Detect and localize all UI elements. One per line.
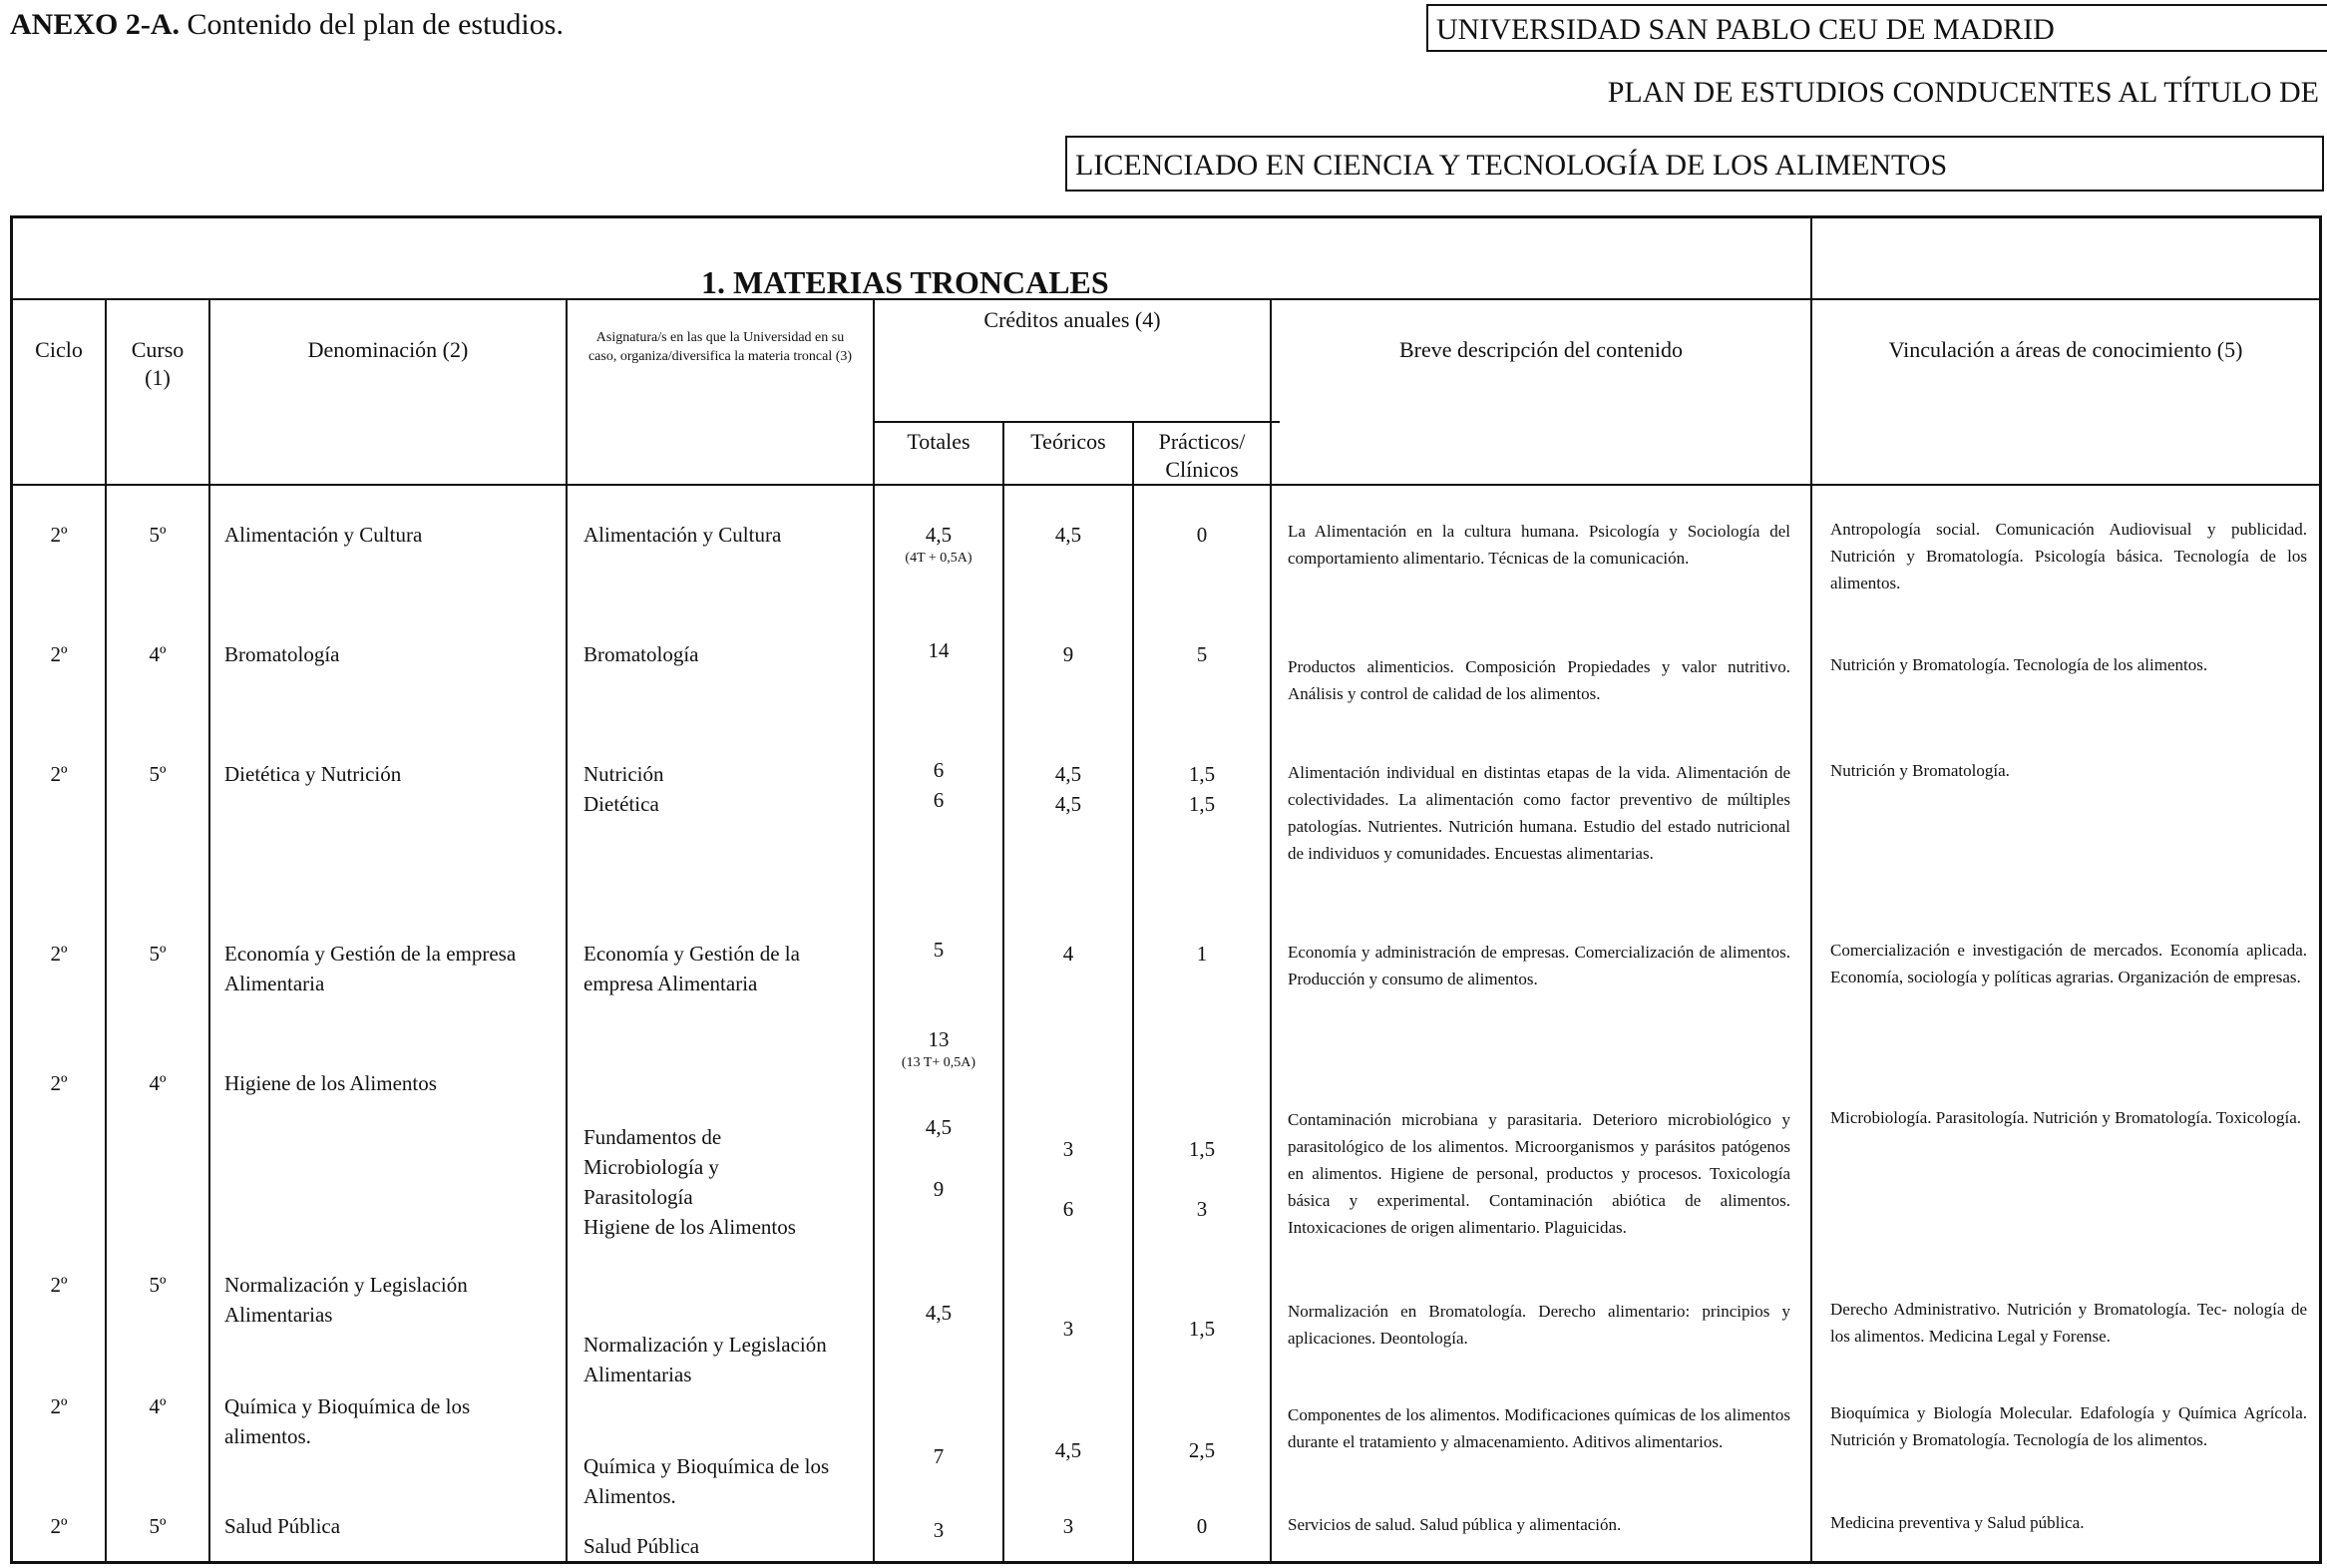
totales-note: (4T + 0,5A) — [905, 551, 972, 566]
col-denominacion: Denominación (2) — [307, 337, 469, 362]
curso-cell: 5º — [149, 1273, 167, 1297]
section-title: 1. MATERIAS TRONCALES — [701, 264, 1109, 300]
practicos-cell: 3 — [1196, 1197, 1208, 1221]
denominacion-cell: Higiene de los Alimentos — [224, 1071, 437, 1095]
practicos-cell: 1,5 — [1188, 762, 1216, 786]
totales-cell: 6 — [933, 758, 945, 782]
practicos-cell: 0 — [1196, 1514, 1208, 1538]
vinculacion-cell: Medicina preventiva y Salud pública. — [1830, 1513, 2085, 1532]
vinculacion-cell: Nutrición y Bromatología. Tecnología de los alimentos. — [1830, 655, 2208, 674]
descripcion-cell: Productos alimenticios. Composición Propiedades y valor nutritivo. Análisis y control de calidad de los alimentos. — [1288, 657, 1790, 703]
ciclo-cell: 2º — [50, 762, 68, 786]
descripcion-cell: Normalización en Bromatología. Derecho alimentario: principios y aplicaciones. Deontología. — [1288, 1302, 1790, 1348]
descripcion-cell: Contaminación microbiana y parasitaria. Deterioro microbiológico y parasitológico de los alimentos. Microorganismos y parásitos patógenos en alimentos. Higiene de personal, productos y procesos. Toxicología básica y experimental. Contaminación abiótica de alimentos. Intoxicaciones de origen alimentario. Plaguicidas. — [1288, 1110, 1790, 1237]
col-divider-creditos — [873, 298, 875, 1561]
totales-cell: 14 — [928, 638, 950, 662]
vinculacion-cell: Comercialización e investigación de mercados. Economía aplicada. Economía, sociología y políticas agrarias. Organización de empresas. — [1830, 941, 2307, 986]
denominacion-cell: Economía y Gestión de la empresa Alimentaria — [224, 942, 517, 995]
university-box: UNIVERSIDAD SAN PABLO CEU DE MADRID — [1426, 4, 2327, 52]
ciclo-cell: 2º — [50, 942, 68, 966]
asignatura-cell: Higiene de los Alimentos — [583, 1215, 796, 1239]
totales-cell: 4,5 — [925, 1301, 953, 1325]
practicos-cell: 2,5 — [1188, 1438, 1216, 1462]
ciclo-cell: 2º — [50, 642, 68, 666]
teoricos-cell: 9 — [1062, 642, 1074, 666]
descripcion-cell: Alimentación individual en distintas etapas de la vida. Alimentación de colectividades. La alimentación como factor preventivo de múltiples patologías. Nutrientes. Nutrición humana. Estudio del estado nutricional de individuos y comunidades. Encuestas alimentarias. — [1288, 763, 1790, 863]
totales-cell: 4,5 — [925, 1115, 953, 1139]
curso-cell: 5º — [149, 1514, 167, 1538]
annex-label: ANEXO 2-A. — [10, 8, 180, 41]
vinculacion-cell: Microbiología. Parasitología. Nutrición y Bromatología. Toxicología. — [1830, 1108, 2302, 1127]
col-creditos: Créditos anuales (4) — [983, 307, 1161, 332]
teoricos-cell: 4,5 — [1054, 762, 1082, 786]
ciclo-cell: 2º — [50, 1514, 68, 1538]
col-divider-practicos — [1132, 421, 1134, 1561]
ciclo-cell: 2º — [50, 1273, 68, 1297]
asignatura-cell: Normalización y Legislación Alimentarias — [583, 1333, 827, 1386]
col-asignatura: Asignatura/s en las que la Universidad en su caso, organiza/diversifica la materia troncal (3) — [587, 330, 853, 364]
practicos-cell: 5 — [1196, 642, 1208, 666]
descripcion-cell: Servicios de salud. Salud pública y alimentación. — [1288, 1515, 1622, 1534]
teoricos-cell: 4,5 — [1054, 1438, 1082, 1462]
credits-subheader-divider — [873, 421, 1280, 423]
denominacion-cell: Química y Bioquímica de los alimentos. — [224, 1394, 471, 1448]
asignatura-cell: Química y Bioquímica de los Alimentos. — [583, 1454, 830, 1508]
col-teoricos: Teóricos — [1030, 429, 1106, 454]
totales-cell: 7 — [933, 1444, 945, 1468]
curso-cell: 4º — [149, 642, 167, 666]
body-divider — [13, 484, 2319, 486]
asignatura-cell: Salud Pública — [583, 1534, 700, 1558]
col-divider-denominacion — [208, 298, 210, 1561]
practicos-cell: 1,5 — [1188, 1317, 1216, 1341]
col-divider-asignatura — [566, 298, 568, 1561]
plan-title: PLAN DE ESTUDIOS CONDUCENTES AL TÍTULO DE — [1607, 76, 2319, 109]
practicos-cell: 1 — [1196, 942, 1208, 966]
vinculacion-cell: Derecho Administrativo. Nutrición y Bromatología. Tec- nología de los alimentos. Medicina Legal y Forense. — [1830, 1300, 2307, 1346]
col-totales: Totales — [907, 429, 970, 454]
descripcion-cell: Economía y administración de empresas. Comercialización de alimentos. Producción y consumo de alimentos. — [1288, 943, 1790, 988]
col-divider-teoricos — [1002, 421, 1004, 1561]
col-divider-curso — [105, 298, 107, 1561]
practicos-cell: 0 — [1196, 523, 1208, 547]
asignatura-cell: Bromatología — [583, 642, 699, 666]
teoricos-cell: 4,5 — [1054, 523, 1082, 547]
annex-text: Contenido del plan de estudios. — [187, 8, 564, 41]
teoricos-cell: 3 — [1062, 1137, 1074, 1161]
totales-cell: 4,5 — [925, 523, 953, 547]
asignatura-cell: Economía y Gestión de la empresa Alimentaria — [583, 942, 800, 995]
vinculacion-cell: Bioquímica y Biología Molecular. Edafología y Química Agrícola. Nutrición y Bromatología. Tecnología de los alimentos. — [1830, 1403, 2307, 1449]
teoricos-cell: 6 — [1062, 1197, 1074, 1221]
curso-cell: 4º — [149, 1394, 167, 1418]
descripcion-cell: Componentes de los alimentos. Modificaciones químicas de los alimentos durante el tratamiento y almacenamiento. Aditivos alimentarios. — [1288, 1405, 1790, 1451]
totales-cell: 9 — [933, 1177, 945, 1201]
totales-cell: 13 — [928, 1027, 950, 1051]
denominacion-cell: Dietética y Nutrición — [224, 762, 402, 786]
teoricos-cell: 3 — [1062, 1317, 1074, 1341]
curso-cell: 5º — [149, 942, 167, 966]
col-practicos: Prácticos/ Clínicos — [1158, 429, 1246, 482]
ciclo-cell: 2º — [50, 523, 68, 547]
curso-cell: 5º — [149, 523, 167, 547]
teoricos-cell: 3 — [1062, 1514, 1074, 1538]
subjects-table — [10, 215, 2322, 1564]
totales-cell: 6 — [933, 788, 945, 812]
totales-cell: 3 — [933, 1518, 945, 1542]
annex-heading — [10, 8, 564, 42]
asignatura-cell: Dietética — [583, 792, 659, 816]
col-descripcion: Breve descripción del contenido — [1398, 337, 1684, 362]
practicos-cell: 1,5 — [1188, 1137, 1216, 1161]
degree-box: LICENCIADO EN CIENCIA Y TECNOLOGÍA DE LOS ALIMENTOS — [1065, 136, 2324, 192]
header-divider — [13, 298, 2319, 300]
denominacion-cell: Bromatología — [224, 642, 340, 666]
col-divider-vinc — [1810, 218, 1812, 1561]
ciclo-cell: 2º — [50, 1394, 68, 1418]
denominacion-cell: Normalización y Legislación Alimentarias — [224, 1273, 468, 1327]
totales-cell: 5 — [933, 938, 945, 962]
col-divider-descripcion — [1270, 298, 1272, 1561]
asignatura-cell: Alimentación y Cultura — [583, 523, 782, 547]
vinculacion-cell: Nutrición y Bromatología. — [1830, 761, 2010, 780]
col-curso: Curso (1) — [131, 337, 185, 390]
vinculacion-cell: Antropología social. Comunicación Audiovisual y publicidad. Nutrición y Bromatología. Psicología básica. Tecnología de los alimentos. — [1830, 520, 2307, 592]
curso-cell: 4º — [149, 1071, 167, 1095]
totales-note: (13 T+ 0,5A) — [901, 1055, 976, 1070]
practicos-cell: 1,5 — [1188, 792, 1216, 816]
denominacion-cell: Alimentación y Cultura — [224, 523, 423, 547]
teoricos-cell: 4,5 — [1054, 792, 1082, 816]
ciclo-cell: 2º — [50, 1071, 68, 1095]
asignatura-cell: Fundamentos de Microbiología y Parasitología — [583, 1125, 722, 1209]
descripcion-cell: La Alimentación en la cultura humana. Psicología y Sociología del comportamiento alimentario. Técnicas de la comunicación. — [1288, 522, 1790, 568]
col-ciclo: Ciclo — [35, 337, 83, 362]
teoricos-cell: 4 — [1062, 942, 1074, 966]
asignatura-cell: Nutrición — [583, 762, 664, 786]
denominacion-cell: Salud Pública — [224, 1514, 341, 1538]
col-vinculacion: Vinculación a áreas de conocimiento (5) — [1888, 337, 2243, 362]
curso-cell: 5º — [149, 762, 167, 786]
